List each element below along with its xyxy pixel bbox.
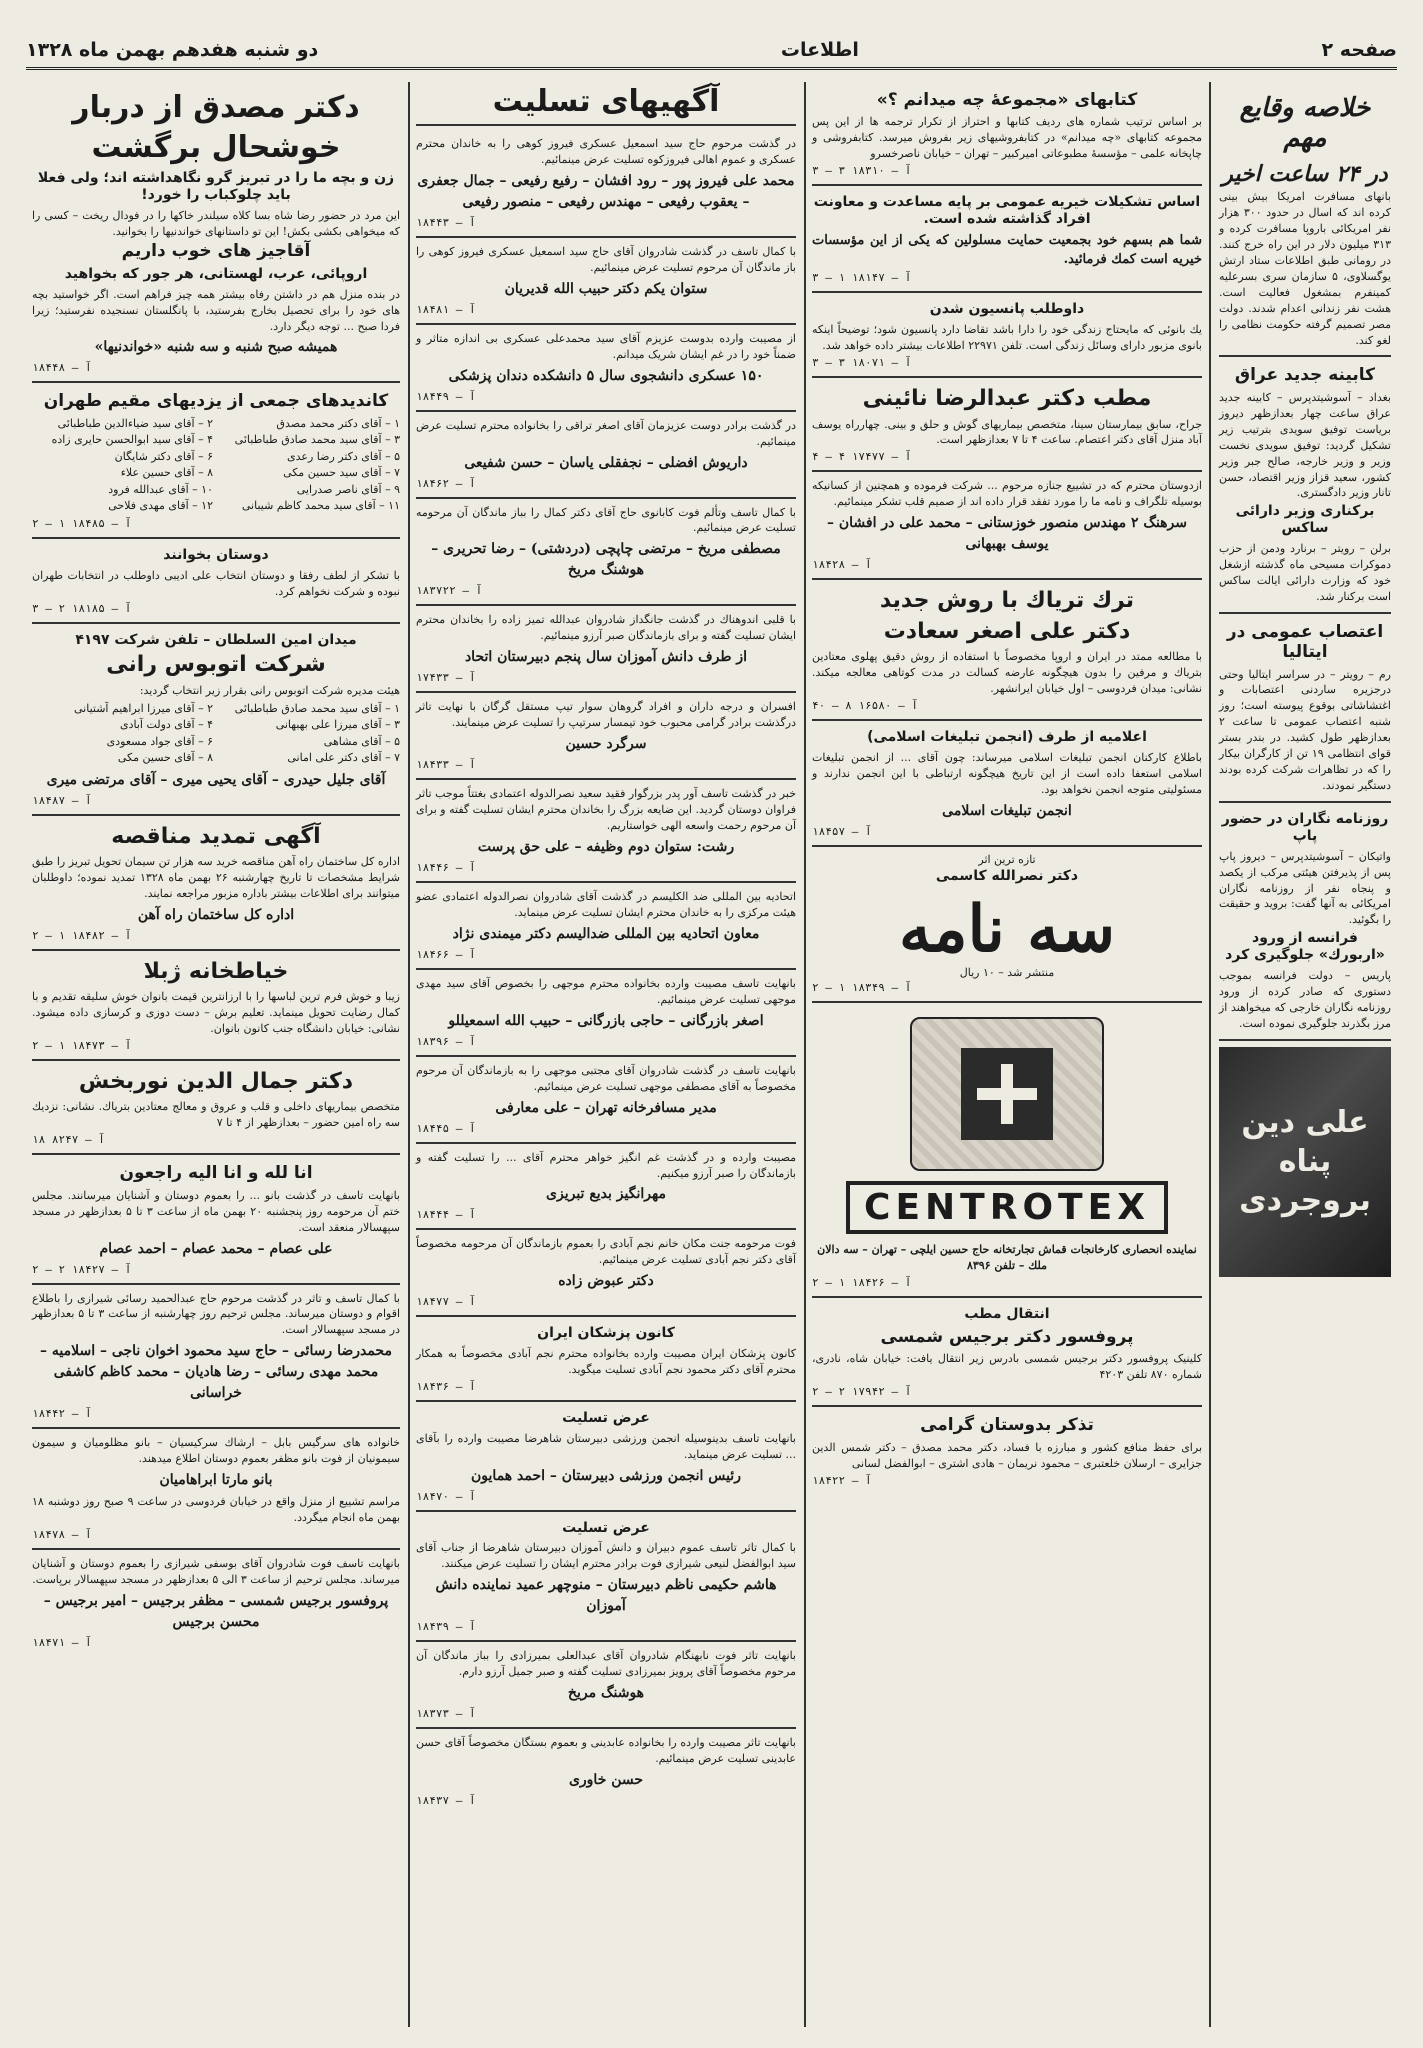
condolence-text: بانهایت تاثر مصیبت وارده را بخانواده عابدینی و بعموم بستگان مخصوصاً آقای حسن عابدینی تسلیت عرض مینمائیم. <box>416 1736 796 1766</box>
condolence-signatories: مصطفی مریخ – مرتضی چاپچی (دردشتی) – رضا تحریری – هوشنگ مریخ <box>431 541 781 579</box>
tailor-headline: خیاطخانه ژبلا <box>143 958 289 984</box>
photo-advertisement <box>1219 1047 1391 1277</box>
condolence-column <box>410 82 802 2027</box>
condolence-text: خبر در گذشت تاسف آور پدر بزرگوار فقید سعید نصرالدوله اعتمادی بغتتاً موجب تاثر فراوان دوستان گردید. این ضایعه بزرگ را بخاندان محترم ایشان تسلیت گفته و برای آن مرحوم رحمت واسعه الهی خواستاریم. <box>416 787 796 832</box>
clinic-ad-text: جراح، سابق بیمارستان سینا، متخصص بیماریهای گوش و حلق و بینی. چهارراه یوسف آباد منزل آقای دکتر اعتصام. ساعت ۴ تا ۷ بعدازظهر است. <box>812 417 1202 447</box>
board-member-item: ۸ – آقای حسین مکی <box>117 751 213 765</box>
saxony-text: برلن – رویتر – برنارد ودمن از حزب دموکرات مسیحی ماه گذشته ازشغل خود که وزارت دارائی ایالت ساکس است برکنار شد. <box>1219 542 1391 603</box>
ad-code: آ – ۱۸۴۷۱ <box>32 1635 92 1649</box>
opium-treatment-ad <box>812 580 1202 721</box>
candidates-headline: کاندیدهای جمعی از یزدیهای مقیم طهران <box>43 391 389 412</box>
ad-code: آ – ۱۸۴۳۹ <box>416 1620 476 1634</box>
charity-ad <box>812 186 1202 293</box>
condolence-signatories: داریوش افضلی – نجفقلی یاسان – حسن شفیعی <box>464 454 748 471</box>
friends-text: با تشکر از لطف رفقا و دوستان انتخاب علی ادیبی داوطلب در انتخابات طهران نبوده و شرکت نخواهم کرد. <box>32 568 400 598</box>
food-headline: آقاجیز های خوب داریم <box>121 241 311 262</box>
book-ad-label: تازه ترین اثر <box>978 852 1036 866</box>
condolence-notice <box>416 1317 796 1402</box>
ad-code: آ – ۱۸۴۲۲ <box>812 1473 872 1487</box>
condolence-notice <box>416 499 796 607</box>
condolence-text: افسران و درجه داران و افراد گروهان سوار تیپ مستقل گرگان با نهایت تاثر درگذشت برادر گرامی محبوب خود تیمسار سرتیپ را تسلیت عرض مینمایند. <box>416 700 796 730</box>
candidate-item: ۱ – آقای دکتر محمد مصدق <box>276 416 400 430</box>
tender-signature: اداره کل ساختمان راه آهن <box>137 906 295 923</box>
islamic-society-notice <box>812 721 1202 847</box>
mossadegh-article <box>32 82 400 383</box>
centrotex-logo <box>812 1009 1202 1242</box>
candidate-item: ۱۰ – آقای عبدالله فرود <box>108 482 213 496</box>
centrotex-ad <box>812 1003 1202 1298</box>
ad-code: آ – ۱۸۳۷۳ <box>416 1707 476 1721</box>
summary-banner-title: خلاصه وقایع مهم <box>1239 93 1371 153</box>
ad-code: آ – ۱۸۴۸۵ ۱ – ۲ <box>32 516 132 530</box>
bus-company-ad <box>32 624 400 816</box>
condolence-text: با کمال تاثر تاسف عموم دبیران و دانش آموزان دبیرستان شاهرضا از جناب آقای سید ابوالفضل لنیعی شیرازی فوت برادر محترم ایشان را تسلیت عرض میکنند. <box>416 1541 796 1571</box>
clinic-ad <box>812 378 1202 472</box>
mossadegh-headline-2: خوشحال برگشت <box>91 130 341 165</box>
mossadegh-headline: دکتر مصدق از دربار <box>72 90 360 125</box>
condolence-signatories: معاون اتحادیه بین المللی ضدالیسم دکتر میمندی نژاد <box>452 925 760 942</box>
condolence-signatories: ستوان یکم دکتر حبیب الله قدیریان <box>504 280 708 297</box>
italy-strike-article <box>1219 614 1391 803</box>
ad-code: آ – ۱۸۴۷۸ <box>32 1528 92 1542</box>
condolence-headline: آگهیهای تسلیت <box>416 84 796 126</box>
obituary-signatories: بانو مارتا ابراهامیان <box>159 1472 273 1489</box>
candidate-item: ۶ – آقای دکتر شایگان <box>114 449 213 463</box>
ad-code: آ – ۱۸۴۲۸ <box>812 558 872 572</box>
ad-code: آ – ۱۸۴۶۶ <box>416 947 476 961</box>
condolence-notice <box>416 1144 796 1231</box>
books-ad-headline: کتابهای «مجموعهٔ چه میدانم ؟» <box>876 90 1138 110</box>
condolence-notice <box>416 1642 796 1729</box>
centrotex-text: نماینده انحصاری کارخانجات قماش تجارتخانه حاج حسین ایلچی – تهران – سه دالان ملك – تلفن ۸۳۹۶ <box>817 1243 1197 1273</box>
masthead <box>26 30 1397 70</box>
candidate-item: ۷ – آقای سید حسین مکی <box>283 466 400 480</box>
condolence-notice <box>416 606 796 693</box>
ad-code: آ – ۱۸۴۴۸ <box>32 361 92 375</box>
ad-code: آ – ۱۸۴۷۷ <box>416 1295 476 1309</box>
candidate-item: ۸ – آقای حسین علاء <box>120 466 213 480</box>
reminder-notice <box>812 1407 1202 1493</box>
condolence-signatories: حسن خاوری <box>568 1772 644 1789</box>
opium-ad-headline: ترك تریاك با روش جدید <box>879 588 1135 614</box>
ad-code: آ – ۱۸۴۴۵ <box>416 1121 476 1135</box>
ad-code: آ – ۱۸۴۳۷ <box>416 1794 476 1808</box>
condolence-notice <box>416 693 796 780</box>
iraq-cabinet-article <box>1219 357 1391 613</box>
condolence-text: اتحادیه بین المللی ضد الکلیسم در گذشت آقای شادروان نصرالدوله اعتمادی عضو هیئت مرکزی را به خاندان محترم ایشان تسلیت عرض مینماید. <box>416 889 796 919</box>
opium-ad-text: با مطالعه ممتد در ایران و اروپا مخصوصاً با استفاده از روش دقیق پهلوی معتادین بتریاك و مرفین را بدون هیچگونه عارضه کسالت در مدت کوتاهی معالجه میکند. نشانی: میدان فردوسی – اول خیابان ایرانشهر. <box>812 650 1202 695</box>
ad-code: آ – ۱۶۵۸۰ ۸ – ۴۰ <box>812 698 918 712</box>
opium-ad-doctor: دکتر علی اصغر سعادت <box>883 618 1131 644</box>
condolence-text: با قلبی اندوهناك در گذشت جانگداز شادروان عبدالله تمیز زاده را بخاندان محترم ایشان تسلیت گفته و برای بازماندگان صبر آرزو مینمائیم. <box>416 613 796 643</box>
condolence-signatories: اصغر بازرگانی – حاجی بازرگانی – حبیب الله اسمعیللو <box>448 1012 764 1029</box>
obituary-text: با کمال تاسف و تاثر در گذشت مرحوم حاج عبدالحمید رسائی شیرازی را باطلاع اقوام و دوستان میرساند. مجلس ترحیم روز چهارشنبه از ساعت ۳ تا ۵ بعدازظهر در مسجد سپهسالار است. <box>32 1291 401 1337</box>
condolence-heading: کانون پزشکان ایران <box>537 1325 675 1342</box>
condolence-signatories: ۱۵۰ عسکری دانشجوی سال ۵ دانشکده دندان پزشکی <box>448 367 764 384</box>
obituary-text: خانواده های سرگیس بابل – ارشاك سرکیسیان – بانو مظلومیان و سیمون سیمونیان از فوت بانو مظفر بعموم دوستان اطلاع میدهند. <box>32 1436 400 1466</box>
condolence-heading: عرض تسلیت <box>562 1409 650 1426</box>
condolence-notice <box>416 1512 796 1643</box>
ad-code: آ – ۱۸۴۶۲ <box>416 476 476 490</box>
condolence-text: در گذشت برادر دوست عزیزمان آقای اصغر تراقی را بخانواده محترم تسلیت عرض مینمائیم. <box>416 418 796 448</box>
bus-company-signatories: آقای جلیل حیدری – آقای یحیی میری – آقای مرتضی میری <box>46 771 386 788</box>
obituary-signatories: پروفسور برجیس شمسی – مظفر برجیس – امیر برجیس – محسن برجیس <box>43 1592 389 1630</box>
ad-code: آ – ۱۸۴۷۰ <box>416 1489 476 1503</box>
tender-extension-ad <box>32 816 400 951</box>
condolence-signatories: هوشنگ مریخ <box>567 1685 645 1702</box>
board-member-item: ۱ – آقای سید محمد صادق طباطبائی <box>234 701 400 715</box>
food-text: در بنده منزل هم در داشتن رفاه بیشتر همه چیز فراهم است. اگر خواستید بچه های خود را برای تحصیل بخارج بفرستید، با پانگلستان نسنجیده نفرستید؛ زیرا فردا صبح ... توجه دیگر دارد. <box>32 287 400 333</box>
page-number: صفحه ۲ <box>1321 39 1397 61</box>
obituary-text-2: مراسم تشییع از منزل واقع در خیابان فردوسی در ساعت ۹ صبح روز دوشنبه ۱۸ بهمن ماه انجام میگردد. <box>32 1495 400 1525</box>
board-member-item: ۵ – آقای مشاهی <box>323 734 400 748</box>
ad-code: آ – ۱۸۴۲۶ ۱ – ۲ <box>812 1276 912 1290</box>
ad-code: آ – ۱۸۴۸۱ <box>416 302 476 316</box>
iraq-cabinet-text: بغداد – آسوشیتدپرس – کابینه جدید عراق ساعت چهار بعدازظهر دیروز بریاست توفیق سویدی بترتیب زیر تشکیل گردید: توفیق سویدی نخست وزیر و وزیر خارجه، صالح جبر وزیر کشور، سعید قزاز وزیر اقتصاد، حسن تانار وزیر دادگستری. <box>1219 390 1391 500</box>
condolence-text: مصیبت وارده و در گذشت غم انگیز خواهر محترم آقای ... را تسلیت گفته و بازماندگان را صبر آرزو میکنیم. <box>416 1150 796 1180</box>
thanks-ad-text: ازدوستان محترم که در تشییع جنازه مرحوم ... شرکت فرموده و همچنین از کسانیکه بوسیله تلگراف و نامه ما را مورد تفقد قرار داده اند از صمیم قلب تشکر مینمائیم. <box>812 479 1202 509</box>
clinic-move-ad <box>812 1298 1202 1407</box>
news-summary-column <box>1213 82 1397 2027</box>
board-member-item: ۲ – آقای میرزا ابراهیم آشتیانی <box>73 701 213 715</box>
reminder-headline: تذکر بدوستان گرامی <box>920 1415 1094 1436</box>
pope-press-article <box>1219 803 1391 1041</box>
centrotex-wordmark: CENTROTEX <box>846 1181 1168 1234</box>
food-subheadline: اروپائی، عرب، لهستانی، هر جور که بخواهید <box>64 265 368 282</box>
condolence-signatories: سرگرد حسین <box>565 736 647 753</box>
condolence-notice <box>416 780 796 883</box>
condolence-heading: عرض تسلیت <box>562 1519 650 1536</box>
candidate-item: ۹ – آقای ناصر صدرایی <box>296 482 400 496</box>
ad-code: آ – ۱۸۳۷۲۲ <box>416 584 483 598</box>
noorbakhsh-clinic-ad <box>32 1061 400 1155</box>
reminder-text: برای حفظ منافع کشور و مبارزه با فساد، دکتر محمد مصدق – دکتر شمس الدین جزایری – ارسلان خلعتبری – محمود نریمان – هادی اشتری – ابوالفضل لسانی <box>812 1440 1202 1470</box>
condolence-signatories: محمد علی فیروز پور – رود افشان – رفیع رفیعی – جمال جعفری – یعقوب رفیعی – مهندس رفیعی – منصور رفیعی <box>417 172 795 210</box>
ad-code: آ – ۱۸۰۷۱ ۳ – ۳ <box>812 356 912 370</box>
photo-ad-caption: علی دین پناه بروجردی <box>1239 1105 1371 1219</box>
board-member-item: ۳ – آقای میرزا علی بهبهانی <box>275 718 400 732</box>
france-text: پاریس – دولت فرانسه بموجب دستوری که صادر کرده از ورود روزنامه نگاران خارجی که میخواهند از مرز بگذرند جلوگیری نموده است. <box>1219 968 1391 1030</box>
condolence-signatories: مهرانگیز بدیع تبریزی <box>546 1186 666 1203</box>
ad-code: آ – ۱۸۴۴۹ <box>416 389 476 403</box>
boarding-ad-text: یك بانوئی که مایحتاج زندگی خود را دارا باشد تقاضا دارد پانسیون شود؛ توضیحاً اینکه بانوی مزبور دارای وسائل زندگی است. تلفن ۲۲۹۷۱ اطلاعات بیشتر داده خواهد شد. <box>812 323 1202 353</box>
issue-date: دو شنبه هفدهم بهمن ماه ۱۳۲۸ <box>26 39 319 61</box>
ad-code: آ – ۱۸۴۲۷ ۲ – ۲ <box>32 1262 132 1276</box>
cross-emblem-icon <box>961 1048 1053 1140</box>
condolence-signatories: هاشم حکیمی ناظم دبیرستان – منوچهر عمید نماینده دانش آموزان <box>435 1577 777 1615</box>
lion-crest-icon <box>910 1017 1104 1171</box>
candidate-item: ۵ – آقای دکتر رضا رعدی <box>287 449 400 463</box>
ad-code: آ – ۱۷۴۷۷ ۴ – ۴ <box>812 450 912 464</box>
ad-code: آ – ۱۸۴۵۷ <box>812 824 872 838</box>
ad-code: آ – ۱۸۳۴۹ ۱ – ۲ <box>812 981 912 995</box>
mossadegh-text: این مرد در حضور رضا شاه بسا کلاه سیلندر خاکها را در فودال ریخت – کسی را که میخواهی بکشی بکش! این تو داستانهای خواندنیها را بخوانید. <box>32 208 400 238</box>
condolence-notice <box>416 970 796 1057</box>
book-ad-meta: منتشر شد – ۱۰ ریال <box>959 966 1055 980</box>
mossadegh-subheadline: زن و بچه ما را در تبریز گرو نگاهداشته اند؛ ولی فعلا باید چلوکباب را خورد! <box>37 170 395 203</box>
obituary-headline: انا لله و انا الیه راجعون <box>119 1163 313 1184</box>
charity-ad-text: شما هم بسهم خود بجمعیت حمایت مسلولین که یکی از این مؤسسات خیریه است کمك فرمائید. <box>812 232 1202 267</box>
ad-code: آ – ۱۸۳۱۰ ۳ – ۳ <box>812 164 912 178</box>
islamic-notice-signature: انجمن تبلیغات اسلامی <box>942 802 1072 819</box>
condolence-text: با کمال تاسف وتألم فوت کابانوی حاج آقای دکتر کمال را بباز ماندگان آن مرحومه تسلیت عرض مینمائیم. <box>416 505 796 535</box>
condolence-notice <box>416 1729 796 1814</box>
condolence-notice <box>416 412 796 499</box>
bus-board-list <box>32 701 400 767</box>
ad-code: آ – ۱۷۹۴۲ ۲ – ۲ <box>812 1385 912 1399</box>
thanks-ad <box>812 472 1202 580</box>
obituary-notice <box>32 1550 400 1656</box>
condolence-text: از مصیبت وارده بدوست عزیزم آقای سید محمدعلی عسکری بی اندازه متاثر و ضمناً خود را در غم ایشان شریک میدانم. <box>416 331 796 361</box>
friends-headline: دوستان بخوانند <box>163 546 269 563</box>
ad-code: آ – ۱۸۴۴۳ <box>416 215 476 229</box>
condolence-notice <box>416 238 796 325</box>
book-ad-title: سه نامه <box>898 892 1116 968</box>
islamic-notice-text: باطلاع کارکنان انجمن تبلیغات اسلامی میرساند: چون آقای ... از انجمن تبلیغات اسلامی استعفا داده است از این تاریخ هیچگونه ارتباطی با این انجمن ندارند و مسئولیتی متوجه انجمن نخواهد بود. <box>812 750 1202 796</box>
book-ad-author: دکتر نصرالله کاسمی <box>935 867 1079 884</box>
books-ad <box>812 82 1202 186</box>
tailor-text: زیبا و خوش فرم ترین لباسها را با ارزانترین قیمت بانوان خوش سلیقه تقدیم و با کمال رضایت تحویل مینماید. تعلیم برش – دست دوزی و کرسازی داده میشود. نشانی: خیابان دانشگاه جنب کانون بانوان. <box>32 990 400 1036</box>
ad-code: آ – ۱۸۴۸۷ <box>32 793 92 807</box>
condolence-notice <box>416 1057 796 1144</box>
condolence-text: در گذشت مرحوم حاج سید اسمعیل عسکری فیروز کوهی را به خاندان محترم عسکری و عموم اهالی فیروزکوه تسلیت عرض مینمائیم. <box>416 137 796 166</box>
board-member-item: ۷ – آقای دکتر علی امانی <box>287 751 400 765</box>
thanks-ad-signatories: سرهنگ ۲ مهندس منصور خوزستانی – محمد علی در افشان – یوسف بهبهانی <box>826 515 1188 553</box>
bus-company-subtext: هیئت مدیره شرکت اتوبوس رانی بقرار زیر انتخاب گردید: <box>139 683 400 697</box>
condolence-text: بانهایت تاثر فوت نابهنگام شادروان آقای عبدالعلی بمیرزادی را بباز ماندگان آن مرحوم مخصوصاً آقای پرویز بمیرزادی تسلیت گفته و صبر جمیل آرزو دارم. <box>416 1649 796 1679</box>
obituary-notice <box>32 1285 400 1430</box>
condolence-signatories: مدیر مسافرخانه تهران – علی معارفی <box>495 1099 717 1116</box>
candidates-list-ad <box>32 383 400 538</box>
condolence-text: با کمال تاسف در گذشت شادروان آقای حاج سید اسمعیل عسکری فیروز کوهی را باز ماندگان آن مرحوم تسلیت عرض مینمائیم. <box>416 244 796 274</box>
ad-code: آ – ۱۷۴۳۳ <box>416 671 476 685</box>
condolence-signatories: رئیس انجمن ورزشی دبیرستان – احمد همایون <box>471 1467 741 1484</box>
candidate-item: ۲ – آقای سید ضیاءالدین طباطبائی <box>57 416 213 430</box>
iraq-cabinet-headline: کابینه جدید عراق <box>1234 365 1376 386</box>
obituary-notice <box>32 1155 400 1284</box>
obituary-signatories: محمدرضا رسائی – حاج سید محمود اخوان ناجی – اسلامیه – محمد مهدی رسائی – رضا هادیان – محمد کاظم کاشفی خراسانی <box>40 1343 392 1402</box>
clinic-move-doctor: پروفسور دکتر برجیس شمسی <box>880 1326 1134 1347</box>
friends-notice <box>32 539 400 624</box>
clinic-move-text: کلینیک پروفسور دکتر برجیس شمسی بادرس زیر انتقال یافت: خیابان شاه، نادری، شماره ۸۷۰ تلفن ۴۲۰۳ <box>812 1352 1202 1382</box>
obituary-signatories: علی عصام – محمد عصام – احمد عصام <box>99 1240 333 1257</box>
condolence-signatories: رشت: ستوان دوم وظیفه – علی حق پرست <box>477 838 735 855</box>
ad-code: آ – ۱۸۴۳۳ <box>416 758 476 772</box>
obituary-text: بانهایت تاسف در گذشت بانو ... را بعموم دوستان و آشنایان میرسانند. مجلس ختم آن مرحومه روز پنجشنبه ۲۰ بهمن ماه از ساعت ۳ تا ۵ بعدازظهر در مسجد سپهسالار منعقد است. <box>32 1188 401 1234</box>
italy-strike-headline: اعتصاب عمومی در ایتالیا <box>1226 621 1384 663</box>
boarding-ad <box>812 293 1202 378</box>
ad-code: آ – ۱۸۴۴۴ <box>416 1208 476 1222</box>
condolence-text: بانهایت تاسف مصیبت وارده بخانواده محترم موجهی را بخصوص آقای سید مهدی موجهی تسلیت عرض مینمائیم. <box>416 976 796 1006</box>
saxony-headline: برکناری وزیر دارائی ساکس <box>1235 503 1375 537</box>
tender-text: اداره کل ساختمان راه آهن مناقصه خرید سه هزار تن سیمان تحویل تبریز را طبق شرایط مشخصات تا تاریخ چهارشنبه ۲۶ بهمن ماه ۱۳۲۸ تمدید نموده؛ داوطلبان میتوانند برای اطلاعات بیشتر باداره مزبور مراجعه نمایند. <box>32 855 400 900</box>
board-member-item: ۴ – آقای دولت آبادی <box>119 718 213 732</box>
candidate-item: ۳ – آقای سید محمد صادق طباطبائی <box>234 433 400 447</box>
condolence-notice <box>416 325 796 412</box>
candidates-list <box>32 416 400 515</box>
bus-company-headline: شرکت اتوبوس رانی <box>106 652 326 678</box>
condolence-text: فوت مرحومه جنت مکان خانم نجم آبادی را بعموم بازماندگان آن مرحومه مخصوصاً آقای دکتر نجم آبادی تسلیت عرض مینمائیم. <box>416 1237 796 1267</box>
boarding-ad-headline: داوطلب پانسیون شدن <box>929 301 1085 318</box>
pope-press-text: واتیکان – آسوشیتدپرس – دیروز پاپ پس از پذیرفتن هیئتی مرکب از یکصد و پنجاه نفر از روزنامه نگاران امریکائی به آنها گفت: بروید و حقیقت را بگوئید. <box>1219 849 1391 927</box>
pope-press-headline: روزنامه نگاران در حضور پاپ <box>1221 811 1389 844</box>
condolence-text: بانهایت تاسف بدینوسیله انجمن ورزشی دبیرستان شاهرضا مصیبت وارده را بآقای ... تسلیت عرض مینماید. <box>416 1431 796 1461</box>
candidate-item: ۱۱ – آقای سید محمد کاظم شیبانی <box>241 499 400 513</box>
ad-code: آ – ۱۸۴۴۲ <box>32 1407 92 1421</box>
ad-code: آ – ۸۲۴۷ ۱۸ <box>32 1133 105 1147</box>
summary-text: بانهای مسافرت امریکا بیش بینی کرده اند که اسال در حدود ۳۰۰ هزار نفر امریکائی باروپا مسافرت کرده و ۳۱۳ میلیون دلار در این راه خرج کنند. در رومانی طبق اطلاعات ستاد ارتش یوگسلاوی، ۵ سازمان سری بسرعلیه کمینفرم بمشغول فعالیت است. هشت نفر زندانی اعدام شدند. دولت مصر تصمیم گرفته حکومت نظامی را لغو کند. <box>1219 190 1391 347</box>
column-rule <box>1209 82 1211 2027</box>
condolence-notice <box>416 1402 796 1512</box>
islamic-notice-headline: اعلامیه از طرف (انجمن تبلیغات اسلامی) <box>867 728 1147 745</box>
obituary-text: بانهایت تاسف فوت شادروان آقای بوسفی شیرازی را بعموم دوستان و آشنایان میرساند. مجلس ترحیم از ساعت ۳ الی ۵ بعدازظهر در مسجد سپهسالار برپاست. <box>32 1557 400 1587</box>
ad-code: آ – ۱۸۴۷۳ ۱ – ۲ <box>32 1039 132 1053</box>
italy-strike-text: رم – رویتر – در سراسر ایتالیا وحتی درجزیره ساردنی اعتصابات و اغتشاشاتی بوقوع پیوسته است؛ روز شنبه اعتصاب عمومی تا ساعت ۲ بعدازظهر طول کشید. در بندر بستر قوای انتظامی ۱۹ تن از کارگران بیکار را که در تظاهرات شرکت کرده بودند دستگیر نمودند. <box>1219 667 1391 793</box>
condolence-notice <box>416 130 796 238</box>
ad-code: آ – ۱۸۱۸۵ ۲ – ۳ <box>32 601 132 615</box>
clinic-move-headline: انتقال مطب <box>964 1306 1050 1323</box>
condolence-signatories: از طرف دانش آموزان سال پنجم دبیرستان اتحاد <box>464 649 748 666</box>
paper-name: اطلاعات <box>780 39 859 61</box>
candidate-item: ۴ – آقای سید ابوالحسن حایری زاده <box>51 433 213 447</box>
tailor-ad <box>32 951 400 1061</box>
candidate-item: ۱۲ – آقای مهدی فلاحی <box>108 499 213 513</box>
ad-code: آ – ۱۸۳۹۶ <box>416 1034 476 1048</box>
summary-banner-subtitle: در ۲۴ ساعت اخیر <box>1222 161 1388 187</box>
ads-column-b <box>806 82 1208 2027</box>
condolence-signatories: دکتر عبوض زاده <box>558 1273 654 1290</box>
tender-headline: آگهی تمدید مناقصه <box>111 823 321 849</box>
noorbakhsh-text: متخصص بیماریهای داخلی و قلب و عروق و معالج معتادین بتریاك. نشانی: نزدیك سه راه امین حضور – بعدازظهر از ۴ تا ۷ <box>32 1100 400 1130</box>
ad-code: آ – ۱۸۴۴۶ <box>416 860 476 874</box>
clinic-ad-headline: مطب دکتر عبدالرضا نائینی <box>862 386 1152 412</box>
condolence-text: بانهایت تاسف در گذشت شادروان آقای مجتبی موجهی را به بازماندگان آن مرحوم مخصوصاً به آقای مصطفی موجهی تسلیت عرض مینمائیم. <box>416 1063 796 1093</box>
summary-banner-block <box>1219 82 1391 357</box>
condolence-notice <box>416 883 796 970</box>
condolence-text: کانون پزشکان ایران مصیبت وارده بخانواده محترم نجم آبادی مخصوصاً به همکار محترم آقای دکتر محمود نجم آبادی تسلیت میگوید. <box>416 1347 796 1377</box>
food-footer: همیشه صبح شنبه و سه شنبه «خواندنیها» <box>94 339 338 356</box>
charity-ad-headline: اساس تشکیلات خیریه عمومی بر پایه مساعدت و معاونت افراد گذاشته شده است. <box>813 194 1201 227</box>
bus-company-topline: میدان امین السلطان – تلفن شرکت ۴۱۹۷ <box>75 631 357 648</box>
board-member-item: ۶ – آقای جواد مسعودی <box>106 734 213 748</box>
france-headline: فرانسه از ورود «اربورك» جلوگیری کرد <box>1225 930 1385 964</box>
ad-code: آ – ۱۸۴۳۶ <box>416 1379 476 1393</box>
se-nameh-book-ad <box>812 847 1202 1004</box>
obituary-notice <box>32 1429 400 1550</box>
books-ad-text: بر اساس ترتیب شماره های ردیف کتابها و احتراز از تکرار ترجمه ها از این پس مجموعه کتابهای «چه میدانم» در کتابفروشیهای زیر بفروش میرسد. کتابفروشی و چاپخانه علمی – مؤسسهٔ مطبوعاتی امیرکبیر – تهران – خیابان ناصرخسرو <box>812 115 1202 161</box>
ad-code: آ – ۱۸۴۸۲ ۱ – ۲ <box>32 928 132 942</box>
noorbakhsh-headline: دکتر جمال الدین نوربخش <box>78 1069 354 1095</box>
ads-column-d <box>26 82 406 2027</box>
condolence-notice <box>416 1230 796 1317</box>
ad-code: آ – ۱۸۱۴۷ ۱ – ۳ <box>812 271 912 285</box>
